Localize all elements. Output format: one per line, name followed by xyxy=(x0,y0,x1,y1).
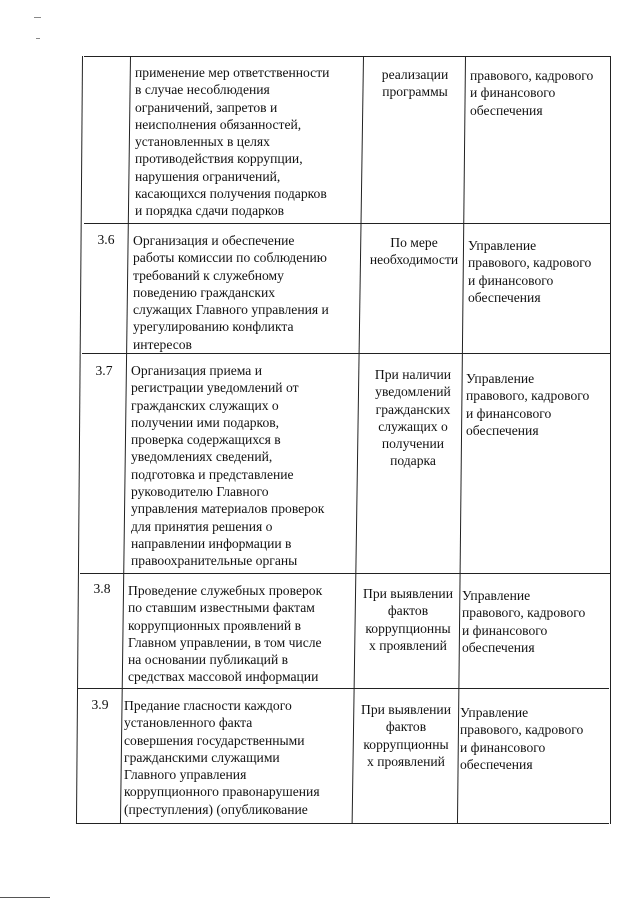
row-term: По мере необходимости xyxy=(369,235,459,268)
row-responsible: Управление правового, кадрового и финансового обеспечения xyxy=(466,371,590,438)
row-responsible: Управление правового, кадрового и финансового обеспечения xyxy=(462,588,586,655)
scan-mark xyxy=(34,17,41,18)
row-measure: Организация приема и регистрации уведомлений от гражданских служащих о получении ими подарков, проверка содержащихся в уведомлениях сведений, подготовка и представление руководителю Главного управления материалов проверок для принятия решения о направлении информации в правоохранительные органы xyxy=(131,363,325,569)
row-term: При наличии уведомлений гражданских служащих о получении подарка xyxy=(374,367,452,469)
scan-mark xyxy=(0,897,50,898)
row-responsible: Управление правового, кадрового и финансового обеспечения xyxy=(460,705,584,772)
row-measure: применение мер ответственности в случае несоблюдения ограничений, запретов и неисполнения обязанностей, установленных в целях противодействия коррупции, нарушения ограничений, касающихся получения подарков и порядка сдачи подарков xyxy=(135,65,330,219)
row-term: реализации программы xyxy=(381,67,449,100)
row-responsible: Управление правового, кадрового и финансового обеспечения xyxy=(468,238,592,305)
row-term: При выявлении фактов коррупционны х проявлений xyxy=(363,586,453,653)
row-measure: Организация и обеспечение работы комиссии по соблюдению требований к служебному поведению гражданских служащих Главного управления и урегулированию конфликта интересов xyxy=(133,233,329,352)
scan-mark xyxy=(36,38,40,39)
row-divider xyxy=(80,573,610,574)
row-term: При выявлении фактов коррупционны х проявлений xyxy=(361,702,451,769)
row-number: 3.7 xyxy=(95,363,113,378)
row-divider xyxy=(84,223,610,224)
row-measure: Предание гласности каждого установленного факта совершения государственными гражданскими служащими Главного управления коррупционного правонарушения (преступления) (опубликование xyxy=(124,698,320,817)
row-divider xyxy=(78,688,609,689)
table-border-top xyxy=(84,56,611,57)
row-responsible: правового, кадрового и финансового обеспечения xyxy=(470,68,594,118)
row-number: 3.9 xyxy=(91,697,109,712)
table-border-right xyxy=(610,56,611,824)
row-measure: Проведение служебных проверок по ставшим известными фактам коррупционных проявлений в Главном управлении, в том числе на основании публикаций в средствах массовой информации xyxy=(128,583,323,685)
row-number: 3.6 xyxy=(97,232,115,247)
row-divider xyxy=(82,353,610,354)
table-border-bottom xyxy=(76,823,609,824)
row-number: 3.8 xyxy=(93,581,111,596)
